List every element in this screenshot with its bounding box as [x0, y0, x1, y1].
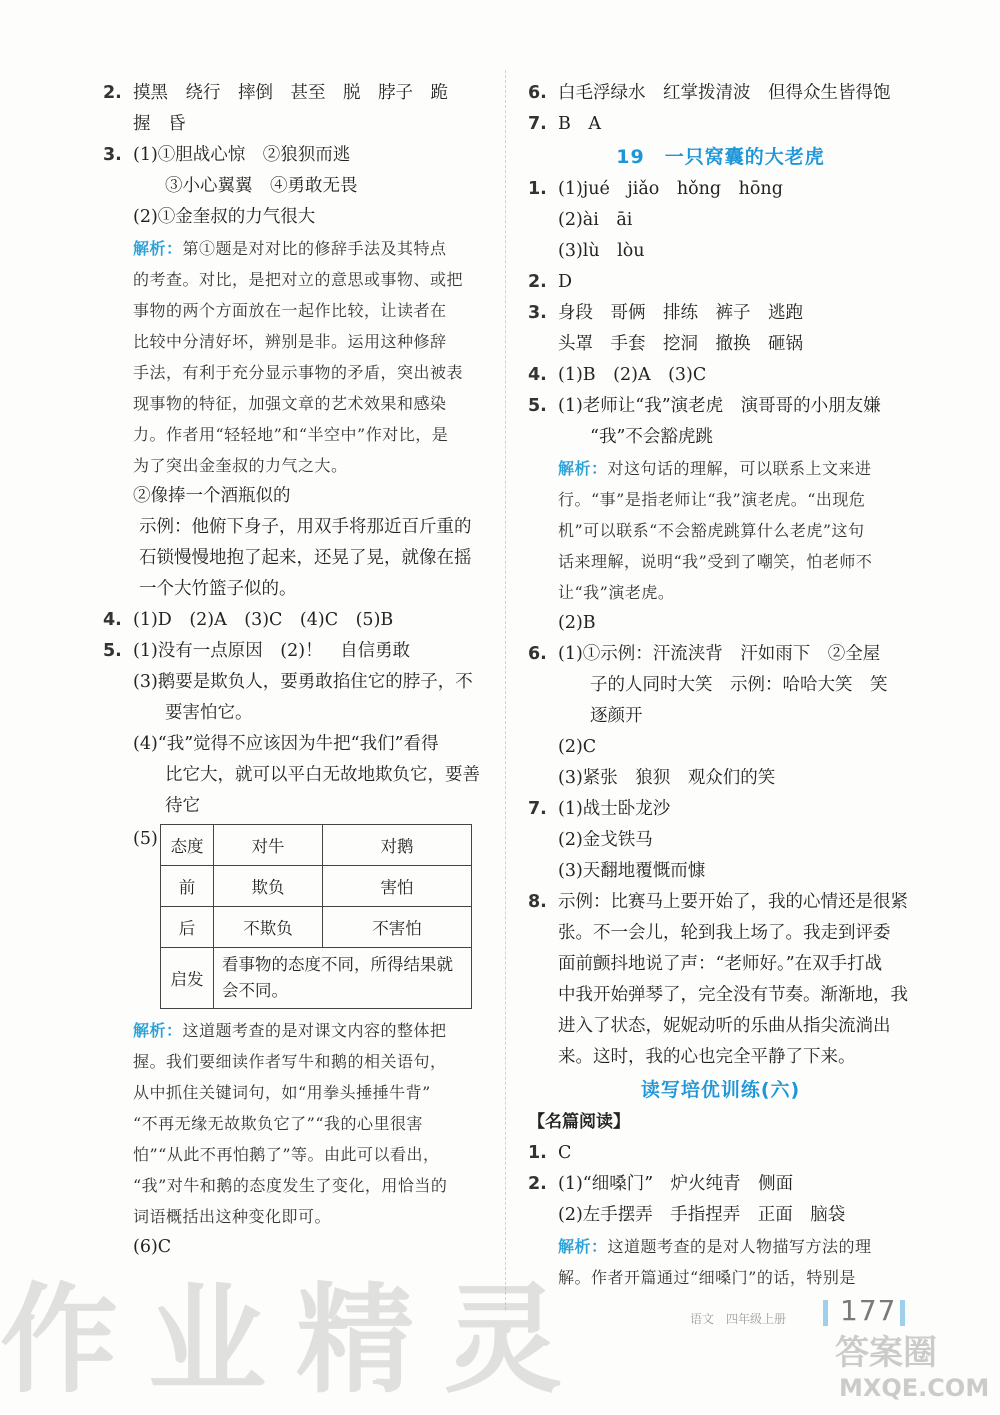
analysis-line: 事物的两个方面放在一起作比较，让读者在 — [133, 301, 447, 320]
table-cell: 对牛 — [214, 825, 323, 866]
question-4 — [103, 605, 488, 636]
answer-text: (2)C — [558, 737, 597, 757]
page-bar-left — [823, 1300, 828, 1326]
table-cell: 前 — [161, 866, 214, 907]
question-8 — [528, 887, 913, 918]
table-row — [161, 948, 472, 1009]
question-number: 7. — [528, 799, 547, 819]
answer-line: 张。不一会儿，轮到我上场了。我走到评委 — [558, 923, 891, 943]
attitude-table — [160, 824, 472, 1009]
answer-text: (1)战士卧龙沙 — [558, 799, 671, 819]
answer-text: 白毛浮绿水 红掌拨清波 但得众生皆得饱 — [558, 83, 891, 103]
example-line: 示例：他俯下身子，用双手将那近百斤重的 — [139, 517, 472, 537]
sub-label: (5) — [133, 829, 158, 849]
question-number: 4. — [103, 610, 122, 630]
answer-text: (2)ài āi — [558, 210, 633, 230]
analysis-line: 怕”“从此不再怕鹅了”等。由此可以看出， — [133, 1145, 440, 1164]
answer-text: (1)①示例：汗流浃背 汗如雨下 ②全屋 — [558, 644, 881, 664]
answer-text: 待它 — [165, 796, 200, 816]
svg-text:答案圈: 答案圈 — [835, 1333, 937, 1373]
question-number: 1. — [528, 1143, 547, 1163]
analysis-line: 比较中分清好坏，辨别是非。运用这种修辞 — [133, 332, 447, 351]
page-number: 177 — [840, 1294, 897, 1327]
answer-text: D — [558, 272, 573, 292]
answer-text: (3)紧张 狼狈 观众们的笑 — [558, 768, 776, 788]
question-6 — [528, 78, 913, 109]
table-cell: 启发 — [161, 948, 214, 1009]
table-cell: 不欺负 — [214, 907, 323, 948]
answer-text: (3)天翻地覆慨而慷 — [558, 861, 706, 881]
question-5 — [103, 636, 488, 667]
question-2 — [103, 78, 488, 109]
answer-text: 要害怕它。 — [165, 703, 253, 723]
answer-text: (2)金戈铁马 — [558, 830, 653, 850]
analysis-line: “不再无缘无故欺负它了”“我的心里很害 — [133, 1114, 424, 1133]
analysis-line: 握。我们要细读作者写牛和鹅的相关语句， — [133, 1052, 447, 1071]
question-number: 3. — [103, 145, 122, 165]
subsection-heading: 【名篇阅读】 — [528, 1112, 630, 1132]
right-column — [528, 78, 913, 1293]
question-number: 1. — [528, 179, 547, 199]
question-7 — [528, 794, 913, 825]
answer-text: 握 昏 — [133, 114, 186, 134]
question-number: 2. — [103, 83, 122, 103]
question-3 — [103, 140, 488, 171]
analysis-line: 手法，有利于充分显示事物的矛盾，突出被表 — [133, 363, 464, 382]
question-7 — [528, 109, 913, 140]
analysis-line: 让“我”演老虎。 — [558, 583, 675, 602]
table-row — [161, 866, 472, 907]
analysis: 解析：这道题考查的是对人物描写方法的理 — [558, 1237, 872, 1256]
answer-text: ②像捧一个酒瓶似的 — [133, 486, 291, 506]
question-number: 2. — [528, 272, 547, 292]
analysis-line: 话来理解，说明“我”受到了嘲笑，怕老师不 — [558, 552, 873, 571]
analysis-tag: 解析： — [558, 459, 608, 478]
table-cell: 对鹅 — [323, 825, 472, 866]
analysis-line: 行。“事”是指老师让“我”演老虎。“出现危 — [558, 490, 866, 509]
question-6 — [528, 639, 913, 670]
footer-subject: 语文 四年级上册 — [690, 1312, 787, 1326]
question-number: 8. — [528, 892, 547, 912]
answer-line: 进入了状态，妮妮动听的乐曲从指尖流淌出 — [558, 1016, 891, 1036]
page-bar-right — [900, 1300, 905, 1326]
watermark-text: 作业精灵 — [0, 1271, 593, 1409]
table-cell: 不害怕 — [323, 907, 472, 948]
analysis: 解析：对这句话的理解，可以联系上文来进 — [558, 459, 872, 478]
analysis-line: 词语概括出这种变化即可。 — [133, 1207, 332, 1226]
lesson-title: 19 一只窝囊的大老虎 — [616, 146, 825, 168]
answer-text: (2)B — [558, 613, 596, 633]
analysis-line: 的考查。对比，是把对立的意思或事物、或把 — [133, 270, 464, 289]
analysis: 解析：第①题是对对比的修辞手法及其特点 — [133, 239, 447, 258]
analysis-line: 从中抓住关键词句，如“用拳头捶捶牛背” — [133, 1083, 431, 1102]
answer-line: 来。这时，我的心也完全平静了下来。 — [558, 1047, 856, 1067]
table-row — [161, 907, 472, 948]
column-divider — [505, 70, 506, 1310]
analysis-line: 现事物的特征，加强文章的艺术效果和感染 — [133, 394, 447, 413]
answer-text: (1)老师让“我”演老虎 演哥哥的小朋友嫌 — [558, 396, 881, 416]
question-number: 5. — [103, 641, 122, 661]
answer-text: B A — [558, 114, 601, 134]
svg-text:MXQE.COM: MXQE.COM — [839, 1374, 990, 1402]
answer-text: 逐颜开 — [590, 706, 643, 726]
answer-text: 子的人同时大笑 示例：哈哈大笑 笑 — [590, 675, 888, 695]
left-column — [103, 78, 488, 1263]
table-cell: 害怕 — [323, 866, 472, 907]
answer-text: (2)左手摆弄 手指捏弄 正面 脑袋 — [558, 1205, 846, 1225]
question-number: 4. — [528, 365, 547, 385]
question-number: 7. — [528, 114, 547, 134]
question-number: 5. — [528, 396, 547, 416]
example-line: 一个大竹篮子似的。 — [139, 579, 297, 599]
question-2 — [528, 1169, 913, 1200]
answer-text: (3)lù lòu — [558, 241, 645, 261]
answer-text: (4)“我”觉得不应该因为牛把“我们”看得 — [133, 734, 439, 754]
answer-text: 比它大，就可以平白无故地欺负它，要善 — [165, 765, 480, 785]
answer-text: ③小心翼翼 ④勇敢无畏 — [165, 176, 358, 196]
table-cell: 态度 — [161, 825, 214, 866]
question-number: 6. — [528, 83, 547, 103]
answer-text: (3)鹅要是欺负人，要勇敢掐住它的脖子，不 — [133, 672, 473, 692]
question-4 — [528, 360, 913, 391]
answer-text: 摸黑 绕行 摔倒 甚至 脱 脖子 跪 — [133, 83, 448, 103]
answer-line: 面前颤抖地说了声：“老师好。”在双手打战 — [558, 954, 883, 974]
question-2 — [528, 267, 913, 298]
analysis-line: “我”对牛和鹅的态度发生了变化，用恰当的 — [133, 1176, 448, 1195]
answer-text: 示例：比赛马上要开始了，我的心情还是很紧 — [558, 892, 908, 912]
answer-text: (1)D (2)A (3)C (4)C (5)B — [133, 610, 394, 630]
answer-text: (6)C — [133, 1237, 172, 1257]
answer-line: 中我开始弹琴了，完全没有节奏。渐渐地，我 — [558, 985, 908, 1005]
answer-text: 头罩 手套 挖洞 撤换 砸锅 — [558, 334, 803, 354]
answer-text: (1)jué jiǎo hǒng hōng — [558, 179, 783, 199]
answer-text: (1)没有一点原因 (2)！ 自信勇敢 — [133, 641, 411, 661]
analysis-tag: 解析： — [133, 1021, 183, 1040]
question-number: 2. — [528, 1174, 547, 1194]
answer-text: (1)①胆战心惊 ②狼狈而逃 — [133, 145, 351, 165]
answer-text: 身段 哥俩 排练 裤子 逃跑 — [558, 303, 803, 323]
answer-text: (1)“细嗓门” 炉火纯青 侧面 — [558, 1174, 794, 1194]
section-title: 读写培优训练(六) — [640, 1079, 801, 1101]
question-3 — [528, 298, 913, 329]
question-number: 6. — [528, 644, 547, 664]
table-cell: 看事物的态度不同，所得结果就会不同。 — [214, 948, 472, 1009]
analysis-line: 力。作者用“轻轻地”和“半空中”作对比，是 — [133, 425, 449, 444]
analysis-line: 为了突出金奎叔的力气之大。 — [133, 456, 348, 475]
question-1 — [528, 174, 913, 205]
watermark-logo — [825, 1328, 995, 1403]
analysis-tag: 解析： — [133, 239, 183, 258]
answer-text: (1)B (2)A (3)C — [558, 365, 707, 385]
question-5 — [528, 391, 913, 422]
analysis-line: 解。作者开篇通过“细嗓门”的话，特别是 — [558, 1268, 856, 1287]
question-1 — [528, 1138, 913, 1169]
answer-text: “我”不会豁虎跳 — [590, 427, 713, 447]
table-row — [161, 825, 472, 866]
analysis-tag: 解析： — [558, 1237, 608, 1256]
analysis: 解析：这道题考查的是对课文内容的整体把 — [133, 1021, 447, 1040]
table-cell: 后 — [161, 907, 214, 948]
example-line: 石锁慢慢地抱了起来，还晃了晃，就像在摇 — [139, 548, 472, 568]
answer-text: C — [558, 1143, 572, 1163]
table-cell: 欺负 — [214, 866, 323, 907]
attitude-table-block — [103, 824, 488, 1009]
analysis-line: 机”可以联系“不会豁虎跳算什么老虎”这句 — [558, 521, 865, 540]
question-number: 3. — [528, 303, 547, 323]
answer-text: (2)①金奎叔的力气很大 — [133, 207, 316, 227]
